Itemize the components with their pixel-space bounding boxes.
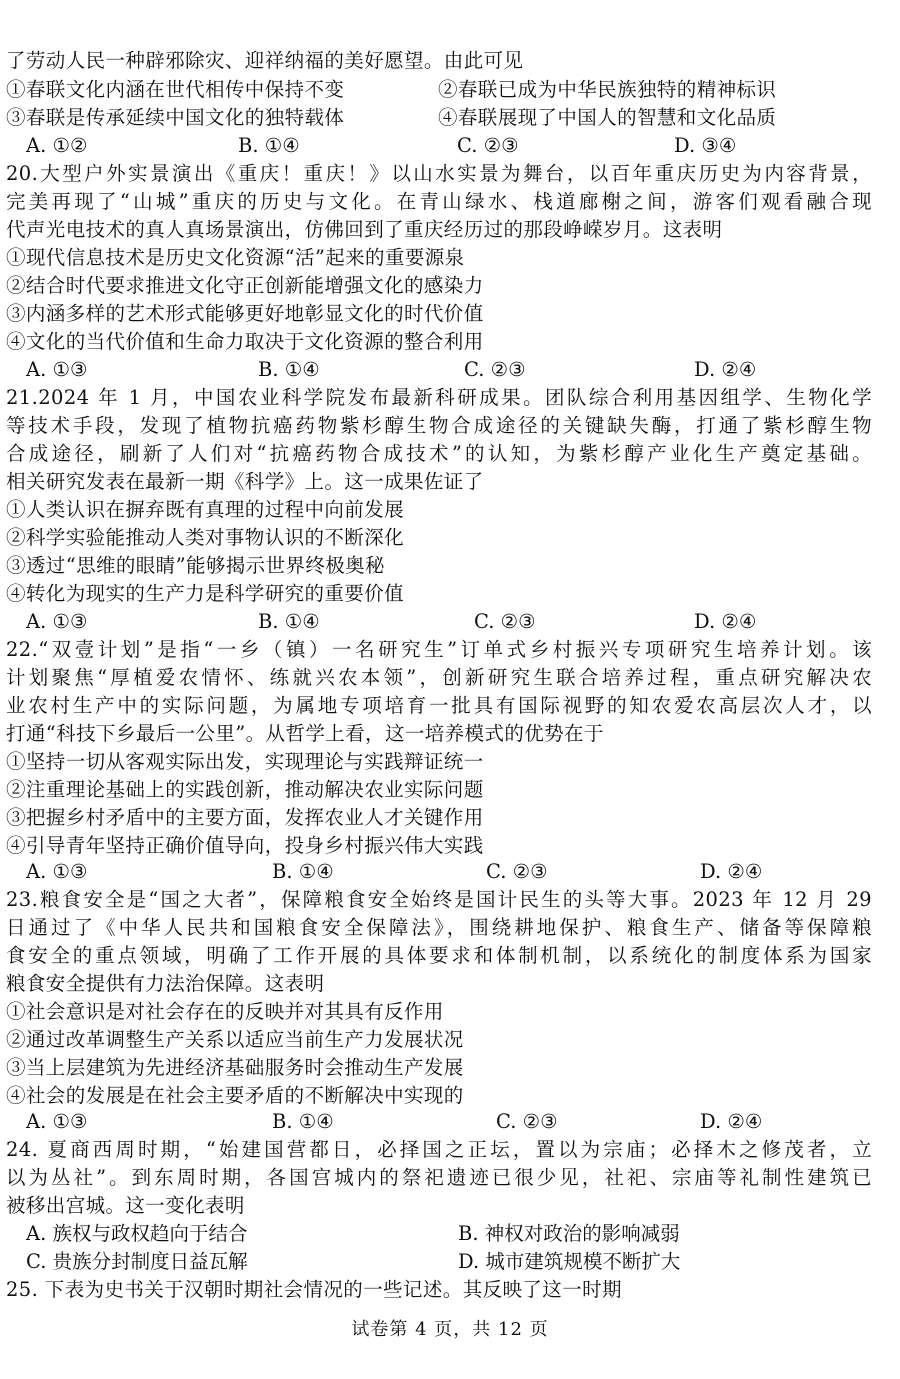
q19-option-b[interactable]: B. ①④ bbox=[238, 134, 300, 157]
q20-option-c[interactable]: C. ②③ bbox=[464, 358, 526, 381]
page-footer: 试卷第 4 页，共 12 页 bbox=[351, 1319, 549, 1340]
q19-option-a[interactable]: A. ①② bbox=[26, 134, 88, 157]
q21-statement-4: ④转化为现实的生产力是科学研究的重要价值 bbox=[6, 582, 405, 605]
q20-statement-2: ②结合时代要求推进文化守正创新能增强文化的感染力 bbox=[6, 274, 484, 297]
q22-statement-2: ②注重理论基础上的实践创新，推动解决农业实际问题 bbox=[6, 778, 484, 801]
q19-statements-row-2 bbox=[6, 105, 894, 131]
q21-statement-3: ③透过“思维的眼睛”能够揭示世界终极奥秘 bbox=[6, 554, 385, 577]
q24-stem-line-3: 被移出宫城。这一变化表明 bbox=[6, 1194, 245, 1217]
q22-option-c[interactable]: C. ②③ bbox=[486, 860, 548, 883]
q21-option-d[interactable]: D. ②④ bbox=[694, 610, 757, 633]
q21-option-b[interactable]: B. ①④ bbox=[258, 610, 320, 633]
q24-option-c[interactable]: C. 贵族分封制度日益瓦解 bbox=[26, 1250, 248, 1273]
q20-option-d[interactable]: D. ②④ bbox=[694, 358, 757, 381]
q23-stem-line-1: 23.粮食安全是“国之大者”，保障粮食安全始终是国计民生的头等大事。2023 年 12 月 29 bbox=[6, 888, 872, 911]
q23-stem-line-3: 食安全的重点领域，明确了工作开展的具体要求和体制机制，以系统化的制度体系为国家 bbox=[6, 944, 872, 967]
q19-statement-1: ①春联文化内涵在世代相传中保持不变 bbox=[6, 78, 345, 101]
q22-stem-line-4: 打通“科技下乡最后一公里”。从哲学上看，这一培养模式的优势在于 bbox=[6, 722, 604, 745]
q20-option-b[interactable]: B. ①④ bbox=[258, 358, 320, 381]
q20-statement-4: ④文化的当代价值和生命力取决于文化资源的整合利用 bbox=[6, 330, 484, 353]
q21-option-a[interactable]: A. ①③ bbox=[26, 610, 88, 633]
q22-statement-3: ③把握乡村矛盾中的主要方面，发挥农业人才关键作用 bbox=[6, 806, 484, 829]
q23-stem-line-2: 日通过了《中华人民共和国粮食安全保障法》，围绕耕地保护、粮食生产、储备等保障粮 bbox=[6, 916, 872, 939]
q24-stem-line-1: 24. 夏商西周时期，“始建国营都日，必择国之正坛，置以为宗庙；必择木之修茂者，立 bbox=[6, 1138, 872, 1161]
q19-option-d[interactable]: D. ③④ bbox=[674, 134, 737, 157]
q25-stem: 25. 下表为史书关于汉朝时期社会情况的一些记述。其反映了这一时期 bbox=[6, 1278, 622, 1301]
q22-option-d[interactable]: D. ②④ bbox=[700, 860, 763, 883]
q19-statement-2: ②春联已成为中华民族独特的精神标识 bbox=[438, 78, 777, 101]
q21-option-c[interactable]: C. ②③ bbox=[474, 610, 536, 633]
q22-statement-4: ④引导青年坚持正确价值导向，投身乡村振兴伟大实践 bbox=[6, 834, 484, 857]
q22-stem-line-1: 22.“双壹计划”是指“一乡（镇）一名研究生”订单式乡村振兴专项研究生培养计划。该 bbox=[6, 638, 872, 661]
q21-statement-2: ②科学实验能推动人类对事物认识的不断深化 bbox=[6, 526, 405, 549]
q22-stem-line-2: 计划聚焦“厚植爱农情怀、练就兴农本领”，创新研究生联合培养过程，重点研究解决农 bbox=[6, 666, 872, 689]
q24-option-a[interactable]: A. 族权与政权趋向于结合 bbox=[26, 1222, 248, 1245]
q19-statement-4: ④春联展现了中国人的智慧和文化品质 bbox=[438, 106, 777, 129]
q23-statement-3: ③当上层建筑为先进经济基础服务时会推动生产发展 bbox=[6, 1056, 464, 1079]
q23-statement-2: ②通过改革调整生产关系以适应当前生产力发展状况 bbox=[6, 1028, 464, 1051]
q24-stem-line-2: 以为丛社”。到东周时期，各国宫城内的祭祀遗迹已很少见，社祀、宗庙等礼制性建筑已 bbox=[6, 1166, 872, 1189]
q23-option-a[interactable]: A. ①③ bbox=[26, 1110, 88, 1133]
q21-stem-line-1: 21.2024 年 1 月，中国农业科学院发布最新科研成果。团队综合利用基因组学、生物化学 bbox=[6, 386, 872, 409]
q22-option-b[interactable]: B. ①④ bbox=[272, 860, 334, 883]
q21-stem-line-2: 等技术手段，发现了植物抗癌药物紫杉醇生物合成途径的关键缺失酶，打通了紫杉醇生物 bbox=[6, 414, 872, 437]
q19-statements-row-1 bbox=[6, 77, 894, 103]
q19-stem-tail: 了劳动人民一种辟邪除灾、迎祥纳福的美好愿望。由此可见 bbox=[6, 49, 524, 72]
q21-statement-1: ①人类认识在摒弃既有真理的过程中向前发展 bbox=[6, 498, 405, 521]
q23-option-b[interactable]: B. ①④ bbox=[272, 1110, 334, 1133]
q24-option-b[interactable]: B. 神权对政治的影响减弱 bbox=[458, 1222, 680, 1245]
q22-option-a[interactable]: A. ①③ bbox=[26, 860, 88, 883]
q23-option-c[interactable]: C. ②③ bbox=[496, 1110, 558, 1133]
q23-option-d[interactable]: D. ②④ bbox=[700, 1110, 763, 1133]
q20-statement-3: ③内涵多样的艺术形式能够更好地彰显文化的时代价值 bbox=[6, 302, 484, 325]
q23-stem-line-4: 粮食安全提供有力法治保障。这表明 bbox=[6, 972, 325, 995]
q20-stem-line-3: 代声光电技术的真人真场景演出，仿佛回到了重庆经历过的那段峥嵘岁月。这表明 bbox=[6, 218, 723, 241]
q21-stem-line-4: 相关研究发表在最新一期《科学》上。这一成果佐证了 bbox=[6, 470, 484, 493]
q22-stem-line-3: 业农村生产中的实际问题，为属地专项培育一批具有国际视野的知农爱农高层次人才，以 bbox=[6, 694, 872, 717]
q19-statement-3: ③春联是传承延续中国文化的独特载体 bbox=[6, 106, 345, 129]
q19-option-c[interactable]: C. ②③ bbox=[457, 134, 519, 157]
q21-stem-line-3: 合成途径，刷新了人们对“抗癌药物合成技术”的认知，为紫杉醇产业化生产奠定基础。 bbox=[6, 442, 872, 465]
q23-statement-1: ①社会意识是对社会存在的反映并对其具有反作用 bbox=[6, 1000, 444, 1023]
q22-statement-1: ①坚持一切从客观实际出发，实现理论与实践辩证统一 bbox=[6, 750, 484, 773]
q24-option-d[interactable]: D. 城市建筑规模不断扩大 bbox=[458, 1250, 681, 1273]
q20-stem-line-2: 完美再现了“山城”重庆的历史与文化。在青山绿水、栈道廊榭之间，游客们观看融合现 bbox=[6, 190, 872, 213]
q20-statement-1: ①现代信息技术是历史文化资源“活”起来的重要源泉 bbox=[6, 246, 465, 269]
q23-statement-4: ④社会的发展是在社会主要矛盾的不断解决中实现的 bbox=[6, 1084, 464, 1107]
q20-option-a[interactable]: A. ①③ bbox=[26, 358, 88, 381]
q20-stem-line-1: 20.大型户外实景演出《重庆！重庆！》以山水实景为舞台，以百年重庆历史为内容背景， bbox=[6, 162, 872, 185]
